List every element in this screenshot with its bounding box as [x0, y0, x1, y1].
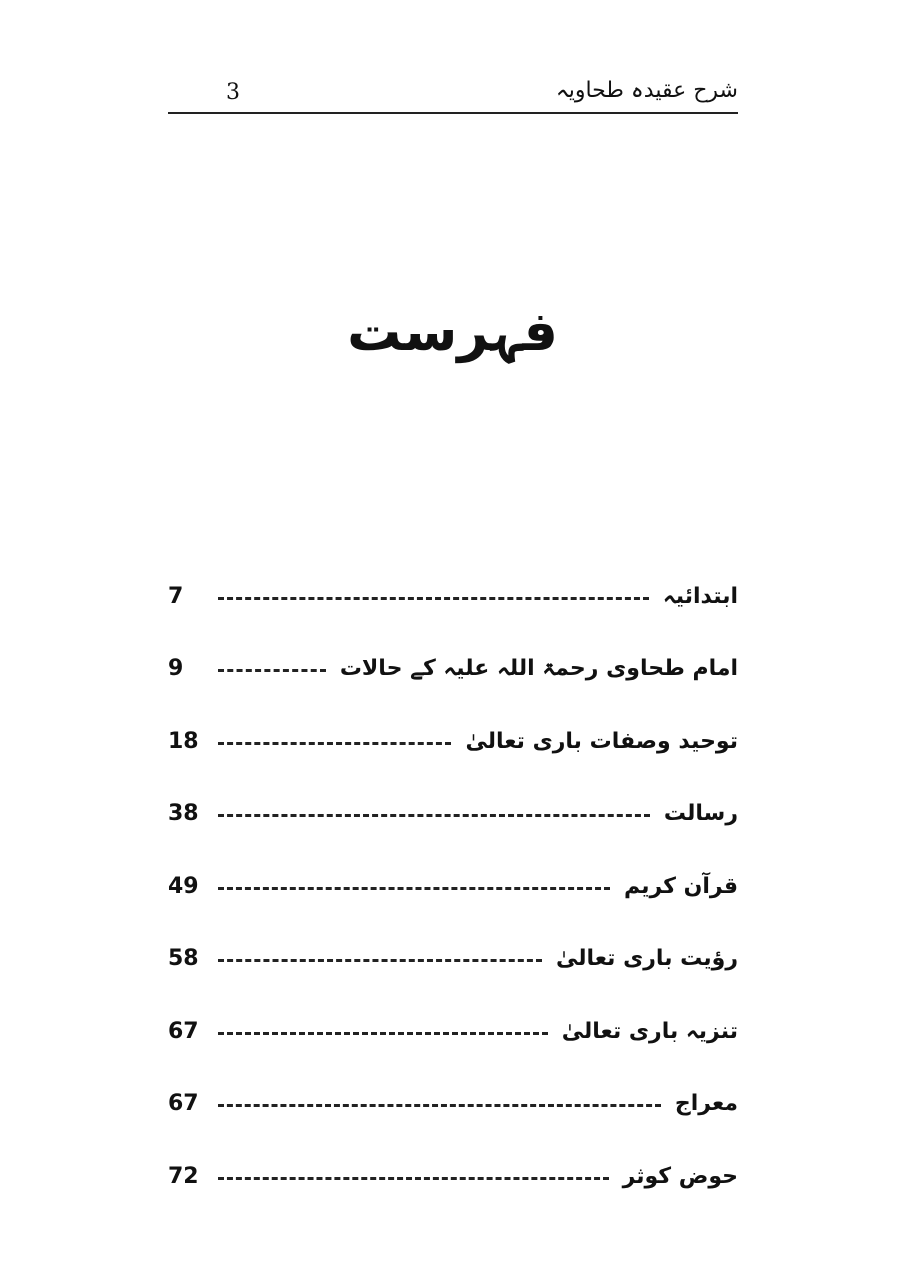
- toc-entry: [168, 705, 738, 778]
- dotted-leader: [218, 1032, 548, 1035]
- toc-entry: [168, 1068, 738, 1141]
- toc-entry-label: تنزیہ باری تعالیٰ: [561, 1018, 738, 1044]
- toc-entry: [168, 778, 738, 851]
- dotted-leader: [218, 742, 451, 745]
- dotted-leader: [218, 1104, 661, 1107]
- toc-entry-label: رؤیت باری تعالیٰ: [555, 946, 738, 972]
- toc-entry-label: معراج: [674, 1091, 738, 1117]
- toc-entry: [168, 850, 738, 923]
- toc-entry: [168, 1140, 738, 1213]
- toc-entry-page: 7: [168, 583, 184, 609]
- toc-entry-page: 72: [168, 1163, 199, 1189]
- toc-entry-page: 18: [168, 728, 199, 754]
- contents-title: فہرست: [347, 300, 558, 363]
- dotted-leader: [218, 669, 326, 672]
- dotted-leader: [218, 597, 649, 600]
- toc-entry: [168, 995, 738, 1068]
- dotted-leader: [218, 814, 650, 817]
- dotted-leader: [218, 1177, 609, 1180]
- toc-entry: [168, 560, 738, 633]
- toc-entry: [168, 633, 738, 706]
- table-of-contents: [168, 560, 738, 1213]
- page-number: 3: [226, 80, 240, 105]
- dotted-leader: [218, 959, 542, 962]
- toc-entry-label: حوض کوثر: [622, 1163, 738, 1189]
- toc-entry-page: 67: [168, 1091, 199, 1117]
- toc-entry: [168, 923, 738, 996]
- toc-entry-label: توحید وصفات باری تعالیٰ: [465, 728, 738, 754]
- book-title: شرح عقیدہ طحاویہ: [555, 78, 738, 103]
- toc-entry-label: قرآن کریم: [623, 873, 738, 899]
- toc-entry-page: 38: [168, 801, 199, 827]
- toc-entry-label: ابتدائیہ: [662, 583, 738, 609]
- running-header: [168, 70, 738, 114]
- dotted-leader: [218, 887, 610, 890]
- toc-entry-page: 58: [168, 946, 199, 972]
- toc-entry-page: 9: [168, 656, 184, 682]
- toc-entry-page: 67: [168, 1018, 199, 1044]
- toc-entry-label: رسالت: [663, 801, 738, 827]
- toc-entry-label: امام طحاوی رحمۃ اللہ علیہ کے حالات: [339, 656, 738, 682]
- toc-entry-page: 49: [168, 873, 199, 899]
